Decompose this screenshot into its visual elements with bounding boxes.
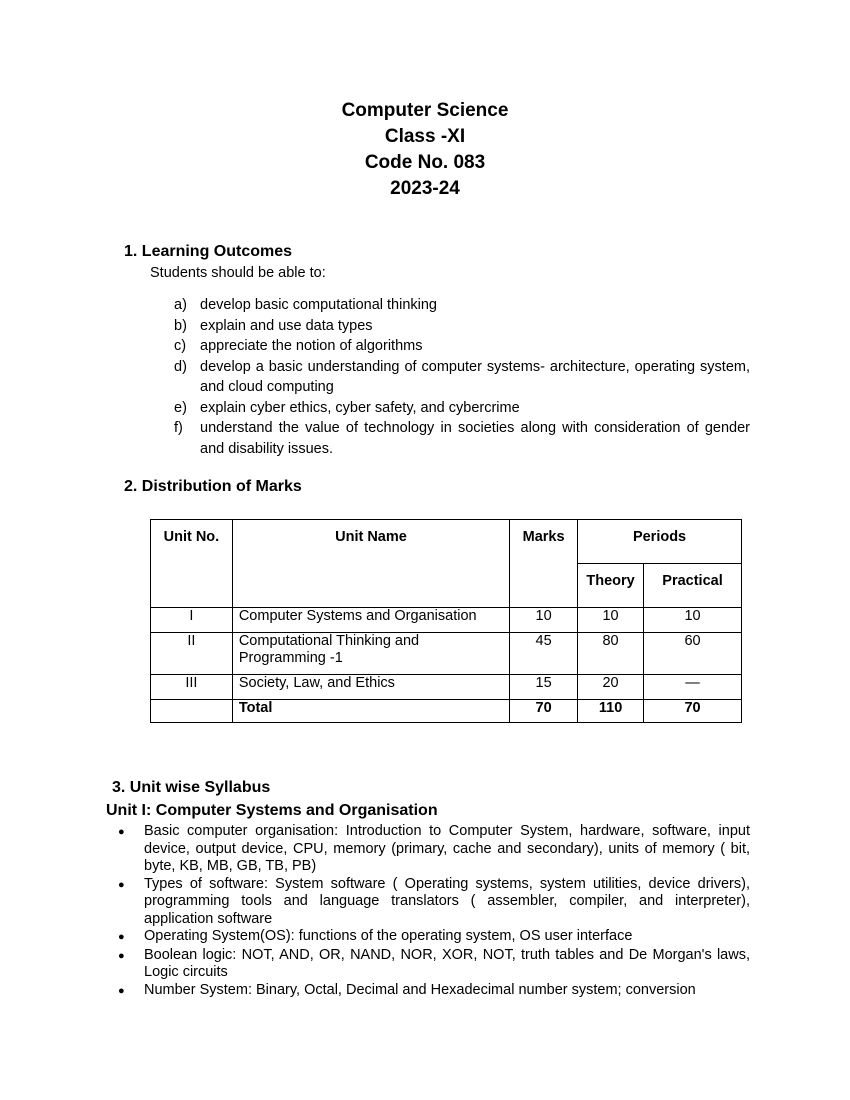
header-unit-no: Unit No. xyxy=(151,520,233,608)
document-title xyxy=(0,98,850,202)
header-theory: Theory xyxy=(578,564,644,608)
list-item-text: understand the value of technology in societies along with consideration of gender and disability issues. xyxy=(200,420,750,457)
learning-outcomes-heading: 1. Learning Outcomes xyxy=(124,243,293,260)
cell-total-marks: 70 xyxy=(510,700,578,723)
cell-practical: — xyxy=(644,675,742,700)
list-item xyxy=(118,876,750,929)
header-periods: Periods xyxy=(578,520,742,564)
list-item-text: Boolean logic: NOT, AND, OR, NAND, NOR, XOR, NOT, truth tables and De Morgan's laws, Logic circuits xyxy=(144,946,750,980)
bullet-icon: ● xyxy=(118,826,125,838)
cell-practical: 10 xyxy=(644,608,742,633)
list-item xyxy=(118,928,750,947)
code-title: Code No. 083 xyxy=(364,152,486,173)
list-item-text: explain and use data types xyxy=(200,317,373,334)
class-title: Class -XI xyxy=(384,126,466,147)
list-item xyxy=(118,823,750,876)
cell-unit-name: Society, Law, and Ethics xyxy=(232,675,509,700)
subject-title: Computer Science xyxy=(341,100,509,121)
list-item-text: explain cyber ethics, cyber safety, and cybercrime xyxy=(200,399,520,416)
cell-theory: 80 xyxy=(578,633,644,675)
list-marker: e) xyxy=(174,399,187,416)
cell-total-label: Total xyxy=(232,700,509,723)
learning-outcomes-intro: Students should be able to: xyxy=(150,265,326,281)
table-total-row xyxy=(151,700,742,723)
list-item xyxy=(174,295,750,316)
list-item xyxy=(118,982,750,1001)
list-item xyxy=(174,336,750,357)
unit-1-heading: Unit I: Computer Systems and Organisation xyxy=(106,802,438,819)
cell-unit-no xyxy=(151,700,233,723)
unit-1-topic-list xyxy=(118,823,750,1000)
cell-theory: 10 xyxy=(578,608,644,633)
list-item-text: appreciate the notion of algorithms xyxy=(200,338,423,354)
list-item xyxy=(174,398,750,419)
table-row xyxy=(151,633,742,675)
cell-total-practical: 70 xyxy=(644,700,742,723)
header-practical: Practical xyxy=(644,564,742,608)
cell-total-theory: 110 xyxy=(578,700,644,723)
list-marker: b) xyxy=(174,317,187,334)
bullet-icon: ● xyxy=(118,878,125,891)
list-item xyxy=(174,316,750,337)
list-item xyxy=(174,418,750,459)
cell-theory: 20 xyxy=(578,675,644,700)
list-item xyxy=(118,947,750,982)
list-item-text: Types of software: System software ( Operating systems, system utilities, device drivers), programming tools and language translators ( assembler, compiler, and interpreter), application software xyxy=(144,875,750,927)
table-row xyxy=(151,608,742,633)
list-item xyxy=(174,357,750,398)
list-item-text: Basic computer organisation: Introduction to Computer System, hardware, software, input device, output device, CPU, memory (primary, cache and secondary), units of memory ( bit, byte, KB, MB, GB, TB, PB) xyxy=(144,823,750,874)
cell-unit-no: I xyxy=(151,608,233,633)
list-item-text: develop a basic understanding of computer systems- architecture, operating system, and cloud computing xyxy=(200,358,750,395)
bullet-icon: ● xyxy=(118,949,125,962)
list-item-text: develop basic computational thinking xyxy=(200,297,437,313)
cell-marks: 10 xyxy=(510,608,578,633)
unit-wise-syllabus-heading: 3. Unit wise Syllabus xyxy=(112,779,271,796)
list-marker: a) xyxy=(174,297,187,313)
table-header-row xyxy=(151,520,742,564)
cell-unit-no: III xyxy=(151,675,233,700)
marks-table xyxy=(150,519,742,723)
year-title: 2023-24 xyxy=(390,178,460,199)
header-unit-name: Unit Name xyxy=(232,520,509,608)
cell-unit-name: Computer Systems and Organisation xyxy=(232,608,509,633)
distribution-of-marks-heading: 2. Distribution of Marks xyxy=(124,478,302,495)
list-marker: c) xyxy=(174,338,187,354)
learning-outcomes-list xyxy=(174,295,750,459)
cell-practical: 60 xyxy=(644,633,742,675)
list-marker: d) xyxy=(174,358,187,375)
list-item-text: Operating System(OS): functions of the operating system, OS user interface xyxy=(144,928,633,944)
bullet-icon: ● xyxy=(118,931,125,943)
bullet-icon: ● xyxy=(118,984,125,997)
header-marks: Marks xyxy=(510,520,578,608)
cell-marks: 45 xyxy=(510,633,578,675)
table-row xyxy=(151,675,742,700)
list-item-text: Number System: Binary, Octal, Decimal and Hexadecimal number system; conversion xyxy=(144,981,696,998)
cell-marks: 15 xyxy=(510,675,578,700)
list-marker: f) xyxy=(174,420,183,436)
cell-unit-no: II xyxy=(151,633,233,675)
cell-unit-name: Computational Thinking and Programming -1 xyxy=(232,633,509,675)
